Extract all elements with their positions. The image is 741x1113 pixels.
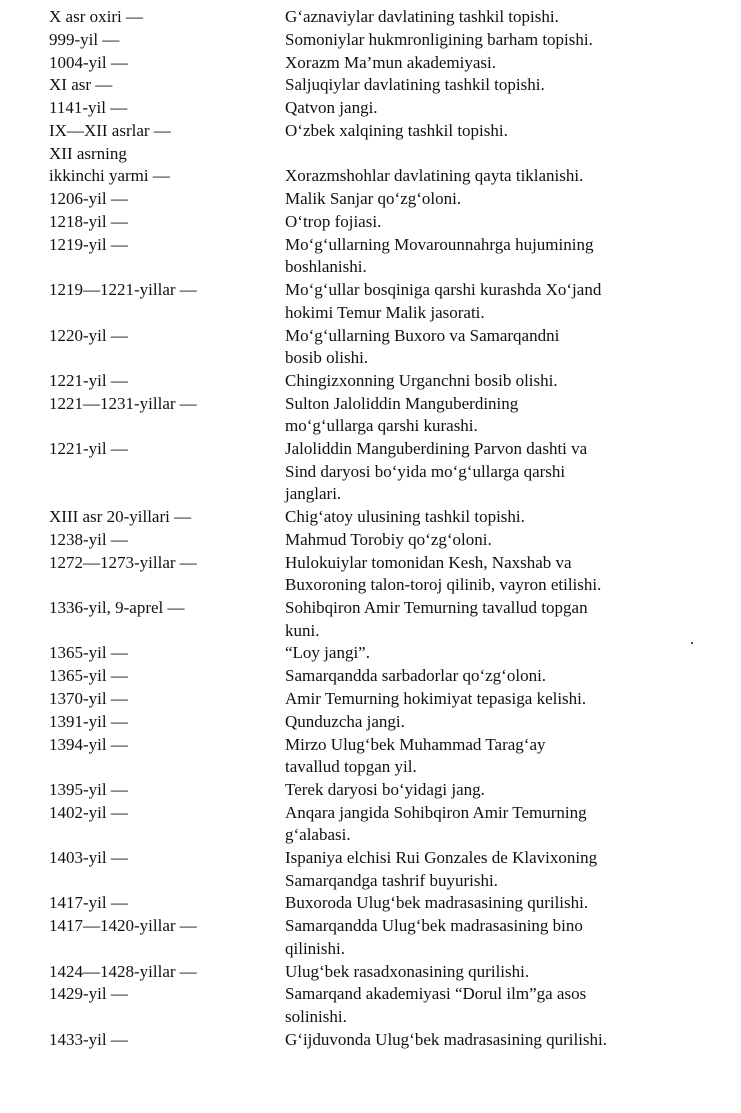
timeline-date: IX—XII asrlar — bbox=[49, 120, 171, 140]
timeline-event: Qunduzcha jangi. bbox=[285, 711, 405, 731]
timeline-date: 1417—1420-yillar — bbox=[49, 916, 197, 936]
timeline-date: 1395-yil — bbox=[49, 779, 128, 799]
stray-mark: . bbox=[690, 629, 695, 648]
timeline-date: 1220-yil — bbox=[49, 325, 128, 345]
timeline-event bbox=[285, 143, 705, 166]
timeline-event: Mo‘g‘ullarning Buxoro va Samarqandni bosib olishi. bbox=[285, 325, 560, 368]
timeline-event: Mo‘g‘ullar bosqiniga qarshi kurashda Xo‘jand hokimi Temur Malik jasorati. bbox=[285, 280, 602, 322]
timeline-event: Samarqandda Ulug‘bek madrasasining bino qilinishi. bbox=[285, 916, 583, 958]
timeline-date: 1219-yil — bbox=[49, 234, 128, 254]
timeline-date: 1365-yil — bbox=[49, 643, 128, 663]
timeline-date: ikkinchi yarmi — bbox=[49, 166, 170, 186]
timeline-event: Qatvon jangi. bbox=[285, 98, 378, 118]
timeline-date: 1206-yil — bbox=[49, 189, 128, 209]
timeline-date: 1424—1428-yillar — bbox=[49, 961, 197, 981]
timeline-date: 1221-yil — bbox=[49, 439, 128, 459]
timeline-event: O‘trор fojiasi. bbox=[285, 212, 382, 232]
timeline-event: Ulug‘bek rasadxonasining qurilishi. bbox=[285, 961, 530, 981]
timeline-date: 1391-yil — bbox=[49, 711, 128, 731]
timeline-event: G‘ijduvonda Ulug‘bek madrasasining qurilishi. bbox=[285, 1029, 608, 1049]
timeline-date: 1221—1231-yillar — bbox=[49, 393, 197, 413]
timeline-event: Samarqandda sarbadorlar qo‘zg‘oloni. bbox=[285, 666, 547, 686]
timeline-event: Chig‘atoy ulusining tashkil topishi. bbox=[285, 507, 525, 527]
timeline-date: XIII asr 20-yillari — bbox=[49, 507, 192, 527]
timeline-event: Samarqand akademiyasi “Dorul ilm”ga asos solinishi. bbox=[285, 984, 587, 1026]
timeline-event: Anqara jangida Sohibqiron Amir Temurning g‘alabasi. bbox=[285, 802, 587, 845]
timeline-event: Sulton Jaloliddin Manguberdining mo‘g‘ullarga qarshi kurashi. bbox=[285, 393, 519, 436]
timeline-date: 1370-yil — bbox=[49, 688, 128, 708]
timeline-date: 1365-yil — bbox=[49, 666, 128, 686]
timeline-event: Mirzo Ulug‘bek Muhammad Tarag‘ay tavallud topgan yil. bbox=[285, 734, 546, 777]
timeline-event: Jaloliddin Manguberdining Parvon dashti va Sind daryosi bo‘yida mo‘g‘ullarga qarshi janglari. bbox=[285, 439, 588, 504]
timeline-date: 1394-yil — bbox=[49, 734, 128, 754]
timeline-event: “Loy jangi”. bbox=[285, 643, 370, 663]
timeline-date: XII asrning bbox=[49, 143, 127, 163]
timeline-event: Mo‘g‘ullarning Movarounnahrga hujumining boshlanishi. bbox=[285, 234, 594, 277]
timeline-date: 1004-yil — bbox=[49, 52, 128, 72]
timeline-date: 1402-yil — bbox=[49, 802, 128, 822]
timeline-date: 1403-yil — bbox=[49, 848, 128, 868]
timeline-event: Mahmud Torobiy qo‘zg‘oloni. bbox=[285, 529, 492, 549]
timeline-event: Amir Temurning hokimiyat tepasiga kelishi. bbox=[285, 688, 587, 708]
timeline-date: 1336-yil, 9-aprel — bbox=[49, 598, 185, 617]
timeline-date: 1219—1221-yillar — bbox=[49, 280, 197, 300]
timeline-event: G‘aznaviylar davlatining tashkil topishi. bbox=[285, 7, 559, 26]
timeline-event: Somoniylar hukmronligining barham topishi. bbox=[285, 29, 593, 49]
timeline-date: 1429-yil — bbox=[49, 984, 128, 1004]
timeline-date: 1141-yil — bbox=[49, 98, 128, 118]
timeline-date: 1272—1273-yillar — bbox=[49, 552, 197, 572]
timeline-event: Ispaniya elchisi Rui Gonzales de Klavixoning Samarqandga tashrif buyurishi. bbox=[285, 848, 598, 890]
timeline-event: Terek daryosi bo‘yidagi jang. bbox=[285, 779, 485, 799]
timeline-event: Chingizxonning Urganchni bosib olishi. bbox=[285, 370, 558, 390]
timeline-event: O‘zbek xalqining tashkil topishi. bbox=[285, 120, 508, 140]
timeline-date: 1221-yil — bbox=[49, 370, 128, 390]
timeline-event: Hulokuiylar tomonidan Kesh, Naxshab va Buxoroning talon-toroj qilinib, vayron etilishi. bbox=[285, 552, 602, 595]
timeline-event: Malik Sanjar qo‘zg‘oloni. bbox=[285, 189, 462, 209]
chronology-table bbox=[49, 6, 709, 1051]
timeline-date: 1433-yil — bbox=[49, 1029, 128, 1049]
timeline-date: 999-yil — bbox=[49, 29, 120, 49]
timeline-date: 1238-yil — bbox=[49, 529, 128, 549]
timeline-date: XI asr — bbox=[49, 75, 113, 95]
timeline-date: X asr oxiri — bbox=[49, 7, 143, 26]
timeline-event: Sohibqiron Amir Temurning tavallud topgan kuni. bbox=[285, 598, 588, 640]
timeline-event: Buxoroda Ulug‘bek madrasasining qurilishi. bbox=[285, 893, 589, 913]
timeline-date: 1417-yil — bbox=[49, 893, 128, 913]
timeline-event: Xorazm Ma’mun akademiyasi. bbox=[285, 52, 497, 72]
timeline-date: 1218-yil — bbox=[49, 212, 128, 232]
timeline-event: Saljuqiylar davlatining tashkil topishi. bbox=[285, 75, 545, 95]
timeline-event: Xorazmshohlar davlatining qayta tiklanishi. bbox=[285, 166, 584, 186]
